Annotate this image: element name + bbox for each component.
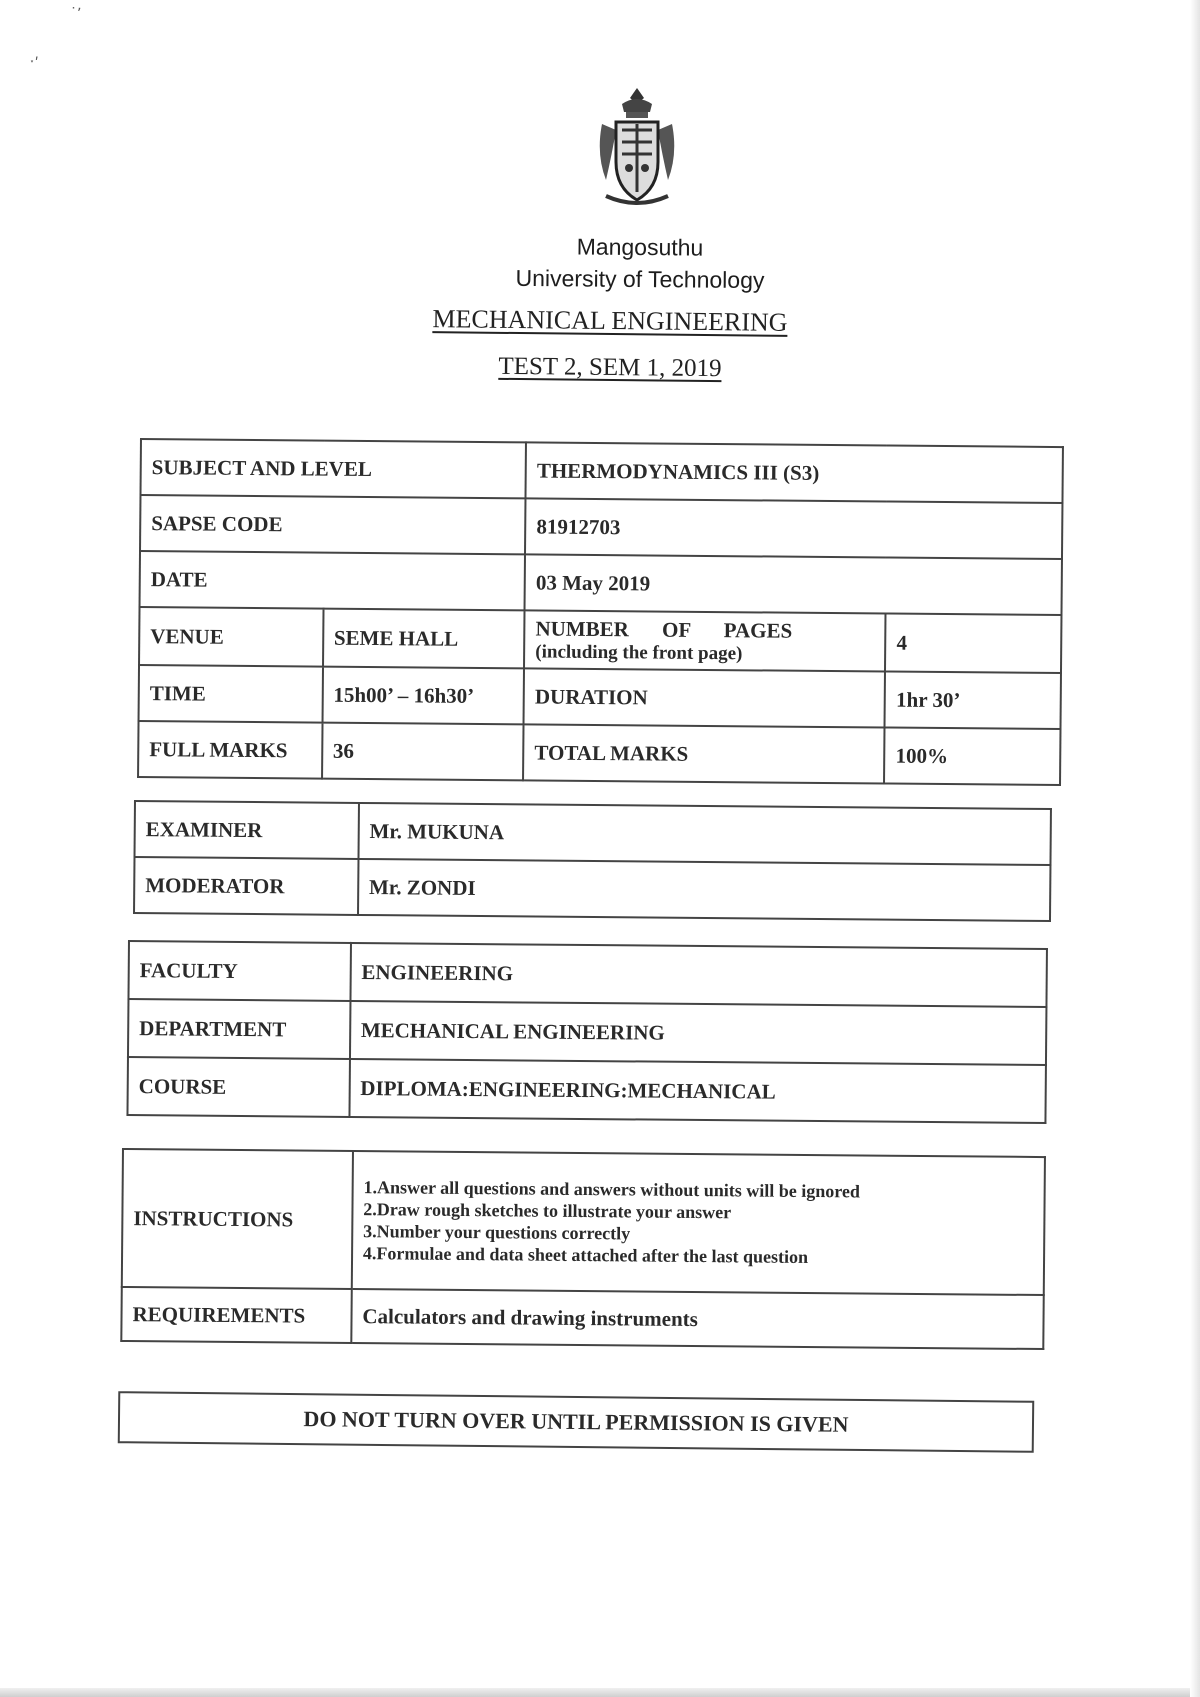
instruction-item: 3.Number your questions correctly <box>363 1221 631 1244</box>
full-marks-value: 36 <box>322 723 524 781</box>
examiner-label: EXAMINER <box>135 801 359 859</box>
subject-value: THERMODYNAMICS III (S3) <box>526 442 1063 503</box>
department-label: DEPARTMENT <box>128 999 350 1059</box>
university-crest-icon <box>592 84 682 216</box>
time-value: 15h00’ – 16h30’ <box>322 667 524 725</box>
pages-label-cell <box>524 610 886 671</box>
test-heading: TEST 2, SEM 1, 2019 <box>498 352 722 383</box>
scan-right-edge <box>1190 0 1200 1697</box>
department-value: MECHANICAL ENGINEERING <box>350 1001 1047 1065</box>
scan-bottom-edge <box>0 1688 1200 1697</box>
instructions-label: INSTRUCTIONS <box>122 1149 353 1289</box>
scan-speck: ˙ʼ <box>70 6 82 22</box>
university-name-line2: University of Technology <box>515 264 765 294</box>
faculty-value: ENGINEERING <box>350 943 1047 1007</box>
date-label: DATE <box>140 551 526 610</box>
pages-label: NUMBER OF PAGES <box>535 615 793 643</box>
instruction-item: 2.Draw rough sketches to illustrate your answer <box>363 1199 732 1223</box>
course-value: DIPLOMA:ENGINEERING:MECHANICAL <box>349 1059 1046 1123</box>
sapse-code-value: 81912703 <box>525 498 1062 559</box>
exam-details-table <box>137 438 1064 786</box>
requirements-value: Calculators and drawing instruments <box>351 1289 1044 1349</box>
total-marks-value: 100% <box>884 728 1060 786</box>
date-value: 03 May 2019 <box>525 554 1062 615</box>
faculty-table <box>126 940 1048 1124</box>
total-marks-label: TOTAL MARKS <box>523 724 885 783</box>
staff-table <box>133 800 1052 922</box>
department-heading: MECHANICAL ENGINEERING <box>432 304 788 337</box>
instruction-item: 1.Answer all questions and answers without units will be ignored <box>363 1177 861 1202</box>
instructions-list <box>352 1151 1045 1295</box>
instructions-table <box>120 1148 1046 1350</box>
sapse-code-label: SAPSE CODE <box>140 495 526 554</box>
moderator-label: MODERATOR <box>134 857 358 915</box>
venue-value: SEME HALL <box>323 609 525 669</box>
scan-speck: ˑʹ <box>30 56 39 72</box>
faculty-label: FACULTY <box>128 941 350 1001</box>
instruction-item: 4.Formulae and data sheet attached after the last question <box>362 1243 809 1267</box>
duration-value: 1hr 30’ <box>885 672 1061 730</box>
do-not-turn-notice: DO NOT TURN OVER UNTIL PERMISSION IS GIVEN <box>118 1391 1034 1453</box>
moderator-value: Mr. ZONDI <box>358 859 1051 921</box>
subject-label: SUBJECT AND LEVEL <box>141 439 527 498</box>
time-label: TIME <box>139 665 323 723</box>
pages-sublabel: (including the front page) <box>535 640 743 664</box>
pages-value: 4 <box>885 614 1061 674</box>
duration-label: DURATION <box>524 668 886 727</box>
venue-label: VENUE <box>139 607 323 667</box>
requirements-label: REQUIREMENTS <box>121 1287 351 1343</box>
examiner-value: Mr. MUKUNA <box>358 803 1051 865</box>
university-name-line1: Mangosuthu <box>576 233 704 261</box>
full-marks-label: FULL MARKS <box>138 721 322 779</box>
course-label: COURSE <box>127 1057 349 1117</box>
